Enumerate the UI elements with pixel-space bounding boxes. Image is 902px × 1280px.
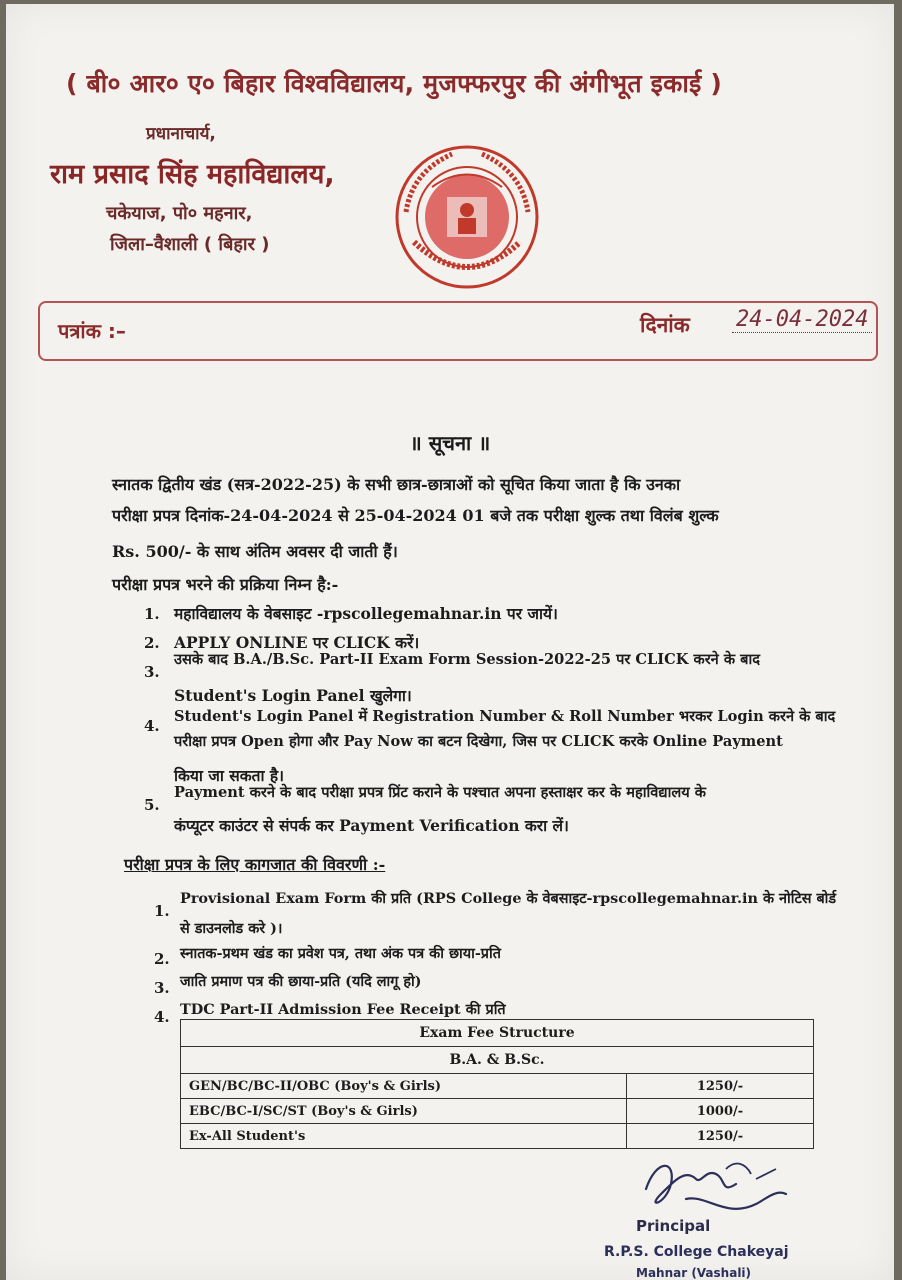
notice-paragraph-line2: परीक्षा प्रपत्र दिनांक-24-04-2024 से 25-04-2024 01 बजे तक परीक्षा शुल्क तथा विलंब शुल्क [112, 506, 719, 525]
step-line: Student's Login Panel में Registration Number & Roll Number भरकर Login करने के बाद [174, 708, 836, 725]
reference-number-label: पत्रांक :– [58, 319, 126, 343]
principal-stamp-title: Principal [636, 1217, 711, 1235]
fee-table-title: Exam Fee Structure [181, 1020, 814, 1047]
notice-paragraph-line1: स्नातक द्वितीय खंड (सत्र-2022-25) के सभी छात्र-छात्राओं को सूचित किया जाता है कि उनका [112, 475, 681, 494]
university-affiliation-line: ( बी० आर० ए० बिहार विश्वविद्यालय, मुजफ्फरपुर की अंगीभूत इकाई ) [66, 69, 723, 98]
notice-paragraph-line3: Rs. 500/- के साथ अंतिम अवसर दी जाती हैं। [112, 542, 398, 561]
table-row [181, 1124, 814, 1149]
notice-title: ॥ सूचना ॥ [409, 431, 491, 455]
document-number: 2. [154, 950, 170, 968]
date-label: दिनांक [640, 313, 690, 337]
step-number: 5. [144, 796, 160, 814]
university-seal-logo [392, 142, 542, 292]
table-row [181, 1099, 814, 1124]
principal-stamp-location: Mahnar (Vashali) [636, 1266, 752, 1280]
date-value: 24-04-2024 [732, 307, 872, 333]
fee-category: Ex-All Student's [181, 1124, 627, 1149]
fee-category: EBC/BC-I/SC/ST (Boy's & Girls) [181, 1099, 627, 1124]
step-line: APPLY ONLINE पर CLICK करें। [174, 633, 420, 652]
document-line: से डाउनलोड करे )। [180, 920, 283, 937]
fee-amount: 1000/- [627, 1099, 814, 1124]
step-number: 2. [144, 634, 160, 652]
step-line: Student's Login Panel खुलेगा। [174, 686, 412, 705]
step-number: 4. [144, 717, 160, 735]
document-line: TDC Part-II Admission Fee Receipt की प्रति [180, 1001, 506, 1018]
documents-heading: परीक्षा प्रपत्र के लिए कागजात की विवरणी :- [124, 855, 386, 874]
document-line: स्नातक-प्रथम खंड का प्रवेश पत्र, तथा अंक पत्र की छाया-प्रति [180, 945, 501, 962]
fee-amount: 1250/- [627, 1074, 814, 1099]
document-number: 1. [154, 902, 170, 920]
document-number: 3. [154, 979, 170, 997]
step-line: कंप्यूटर काउंटर से संपर्क कर Payment Verification करा लें। [174, 816, 569, 835]
reference-date-box [38, 301, 878, 361]
college-address-line2: जिला–वैशाली ( बिहार ) [110, 234, 270, 255]
procedure-heading: परीक्षा प्रपत्र भरने की प्रक्रिया निम्न है:- [112, 575, 339, 594]
document-number: 4. [154, 1008, 170, 1026]
step-line: उसके बाद B.A./B.Sc. Part-II Exam Form Session-2022-25 पर CLICK करने के बाद [174, 651, 761, 668]
step-number: 3. [144, 663, 160, 681]
table-row [181, 1074, 814, 1099]
step-line: Payment करने के बाद परीक्षा प्रपत्र प्रिंट कराने के पश्चात अपना हस्ताक्षर कर के महाविद्यालय के [174, 784, 706, 801]
fee-amount: 1250/- [627, 1124, 814, 1149]
fee-table-subtitle: B.A. & B.Sc. [181, 1047, 814, 1074]
college-name: राम प्रसाद सिंह महाविद्यालय, [50, 159, 335, 190]
exam-fee-table [180, 1019, 814, 1149]
step-line: परीक्षा प्रपत्र Open होगा और Pay Now का बटन दिखेगा, जिस पर CLICK करके Online Payment [174, 733, 783, 750]
principal-stamp-college: R.P.S. College Chakeyaj [604, 1244, 789, 1260]
notice-document [6, 4, 894, 1280]
document-line: जाति प्रमाण पत्र की छाया-प्रति (यदि लागू हो) [180, 973, 422, 990]
step-line: महाविद्यालय के वेबसाइट -rpscollegemahnar.in पर जायें। [174, 604, 558, 623]
fee-category: GEN/BC/BC-II/OBC (Boy's & Girls) [181, 1074, 627, 1099]
college-address-line1: चकेयाज, पो० महनार, [106, 203, 253, 224]
step-line: किया जा सकता है। [174, 766, 284, 785]
principal-label: प्रधानाचार्य, [146, 124, 216, 144]
step-number: 1. [144, 605, 160, 623]
document-line: Provisional Exam Form की प्रति (RPS College के वेबसाइट-rpscollegemahnar.in के नोटिस बोर्ड [180, 890, 837, 907]
